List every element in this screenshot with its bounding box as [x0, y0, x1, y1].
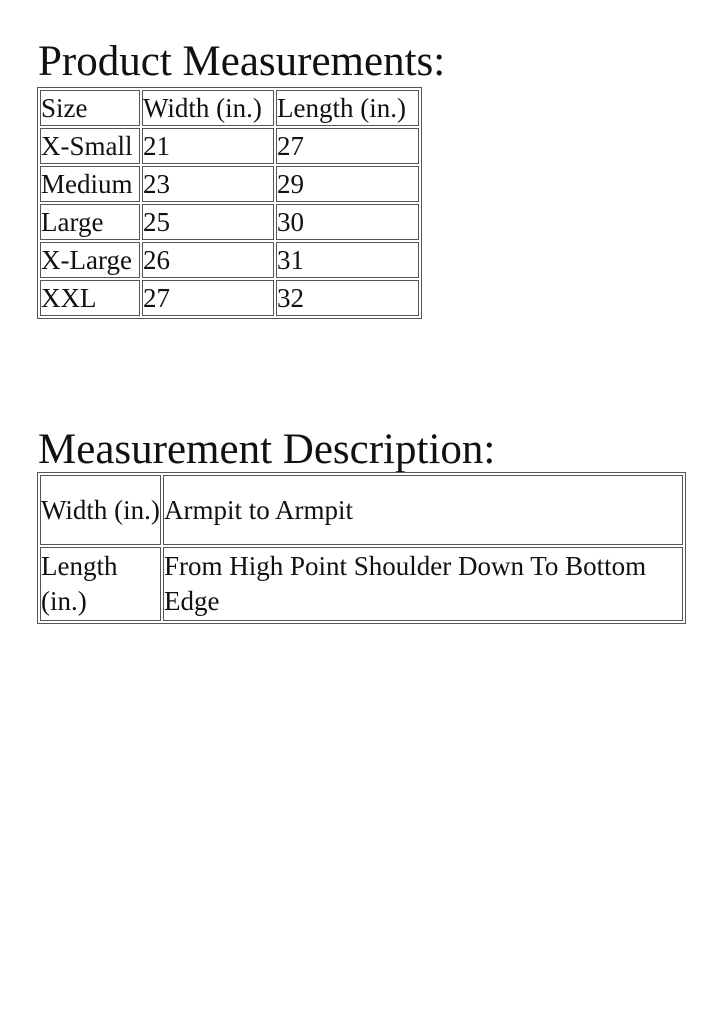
- table-row: [40, 204, 419, 240]
- table-row: [40, 475, 683, 545]
- size-cell: Medium: [40, 166, 140, 202]
- length-cell: 31: [276, 242, 419, 278]
- table-row: [40, 242, 419, 278]
- product-measurements-heading: Product Measurements:: [38, 38, 446, 85]
- header-size: Size: [40, 90, 140, 126]
- size-cell: X-Small: [40, 128, 140, 164]
- size-cell: XXL: [40, 280, 140, 316]
- table-row: [40, 166, 419, 202]
- length-cell: 32: [276, 280, 419, 316]
- measurement-label-cell: Length (in.): [40, 547, 161, 621]
- table-row: [40, 280, 419, 316]
- measurement-description-heading: Measurement Description:: [38, 426, 496, 473]
- measurement-description-cell: Armpit to Armpit: [163, 475, 683, 545]
- length-cell: 30: [276, 204, 419, 240]
- width-cell: 25: [142, 204, 274, 240]
- measurement-description-table: [37, 472, 686, 624]
- size-chart-table: [37, 87, 422, 319]
- table-header-row: [40, 90, 419, 126]
- size-cell: X-Large: [40, 242, 140, 278]
- header-width: Width (in.): [142, 90, 274, 126]
- table-row: [40, 128, 419, 164]
- measurement-label-cell: Width (in.): [40, 475, 161, 545]
- width-cell: 23: [142, 166, 274, 202]
- measurement-description-cell: From High Point Shoulder Down To Bottom Edge: [163, 547, 683, 621]
- size-cell: Large: [40, 204, 140, 240]
- width-cell: 21: [142, 128, 274, 164]
- table-row: [40, 547, 683, 621]
- length-cell: 27: [276, 128, 419, 164]
- length-cell: 29: [276, 166, 419, 202]
- header-length: Length (in.): [276, 90, 419, 126]
- width-cell: 26: [142, 242, 274, 278]
- width-cell: 27: [142, 280, 274, 316]
